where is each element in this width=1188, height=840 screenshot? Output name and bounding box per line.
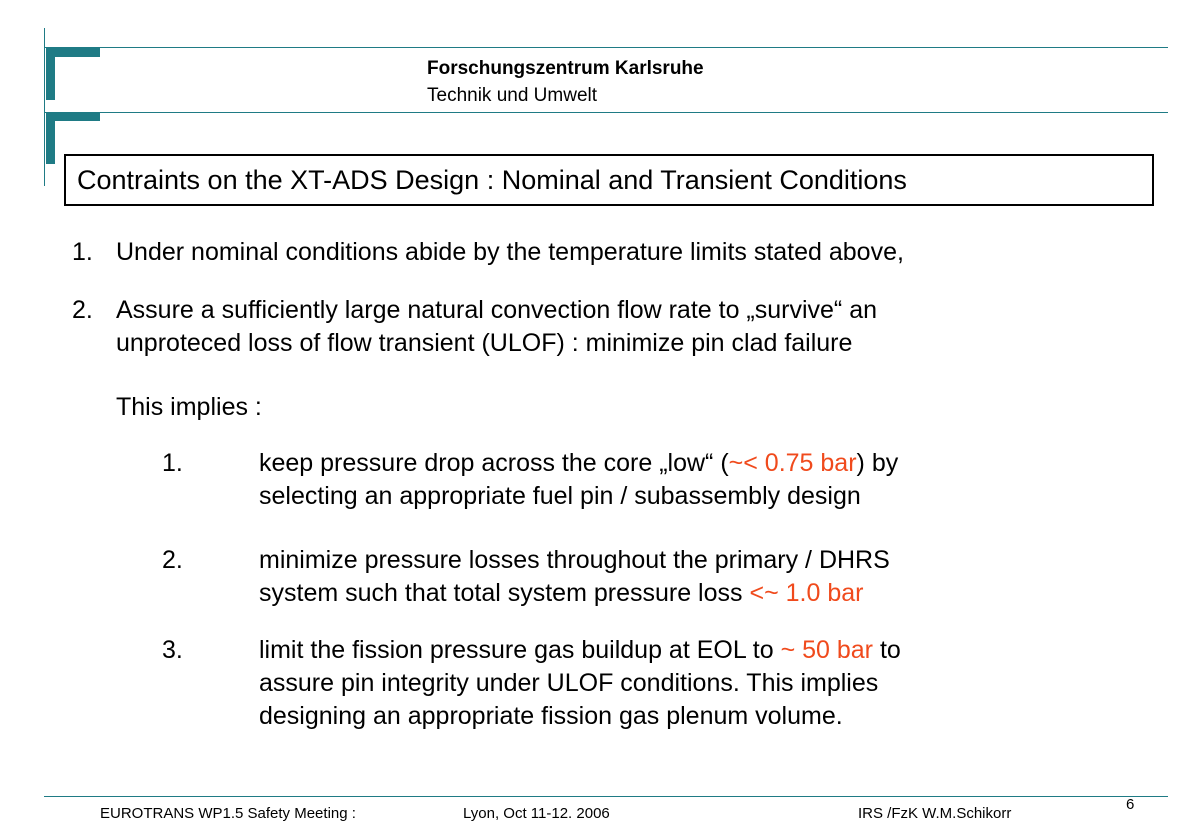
implies-label: This implies :: [116, 393, 262, 421]
sub-item-2-line-1: minimize pressure losses throughout the primary / DHRS: [259, 546, 890, 574]
footer-line: [44, 796, 1168, 797]
sub-item-3-line-1: [259, 634, 901, 667]
item-2-line-1: Assure a sufficiently large natural convection flow rate to „survive“ an: [116, 296, 878, 324]
sub-item-2-line-2: [259, 577, 863, 610]
sub-item-3-line-2: assure pin integrity under ULOF conditions. This implies: [259, 669, 879, 697]
sub-item-1-text-post: ) by: [856, 449, 899, 477]
sub-item-3-text-post: to: [873, 636, 901, 664]
logo-thin-line: [44, 28, 45, 186]
sub-item-3-highlight: ~ 50 bar: [780, 636, 873, 664]
sub-item-1-line-2: selecting an appropriate fuel pin / subassembly design: [259, 482, 861, 510]
footer-location: Lyon, Oct 11-12. 2006: [463, 805, 610, 822]
org-subtitle: Technik und Umwelt: [427, 85, 598, 106]
header-bottom-line: [44, 112, 1168, 113]
sub-item-1-text-pre: keep pressure drop across the core „low“ (: [259, 449, 729, 477]
sub-item-3-text-pre: limit the fission pressure gas buildup at EOL to: [259, 636, 781, 664]
sub-item-1-number: 1.: [162, 449, 183, 477]
page-number: 6: [1126, 796, 1135, 813]
item-1-number: 1.: [72, 238, 93, 266]
org-name: Forschungszentrum Karlsruhe: [427, 58, 704, 79]
sub-item-3-number: 3.: [162, 636, 183, 664]
logo-top-horizontal: [46, 48, 100, 57]
sub-item-1-highlight: ~< 0.75 bar: [728, 449, 857, 477]
footer-author: IRS /FzK W.M.Schikorr: [858, 805, 1012, 822]
sub-item-2-number: 2.: [162, 546, 183, 574]
sub-item-1-line-1: [259, 447, 898, 480]
title-box: [64, 154, 1154, 206]
item-1-line-1: Under nominal conditions abide by the temperature limits stated above,: [116, 238, 904, 266]
item-2-number: 2.: [72, 296, 93, 324]
sub-item-2-highlight: <~ 1.0 bar: [749, 579, 864, 607]
sub-item-3-line-3: designing an appropriate fission gas plenum volume.: [259, 702, 843, 730]
slide-title: Contraints on the XT-ADS Design : Nominal and Transient Conditions: [77, 165, 907, 195]
sub-item-2-text-pre: system such that total system pressure loss: [259, 579, 750, 607]
footer-meeting: EUROTRANS WP1.5 Safety Meeting :: [100, 805, 356, 822]
header-top-line: [44, 47, 1168, 48]
logo-bottom-horizontal: [46, 112, 100, 121]
item-2-line-2: unproteced loss of flow transient (ULOF) : minimize pin clad failure: [116, 329, 853, 357]
